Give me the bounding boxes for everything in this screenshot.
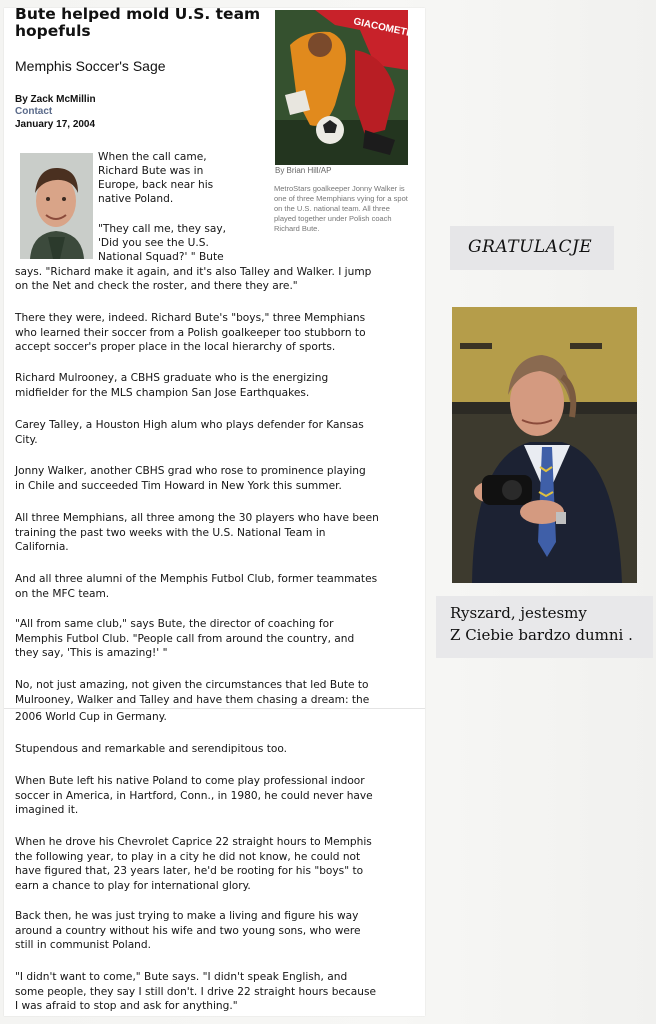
paragraph bbox=[15, 774, 373, 818]
article-subhead: Memphis Soccer's Sage bbox=[15, 58, 166, 74]
text-line: Jonny Walker, another CBHS grad who rose to prominence playing bbox=[15, 465, 366, 477]
text-line: No, not just amazing, not given the circumstances that led Bute to bbox=[15, 679, 369, 691]
text-line: "They call me, they say, bbox=[98, 223, 227, 235]
text-line: "All from same club," says Bute, the director of coaching for bbox=[15, 618, 334, 630]
text-line: on the Net and check the roster, and there they are." bbox=[15, 280, 298, 292]
text-line: 2006 World Cup in Germany. bbox=[15, 711, 167, 723]
paragraph bbox=[15, 617, 354, 661]
message-label bbox=[436, 596, 653, 658]
text-line: around a country without his wife and two young sons, who were bbox=[15, 924, 361, 937]
text-line: earn a chance to play for international glory. bbox=[15, 879, 251, 892]
text-line: Stupendous and remarkable and serendipitous too. bbox=[15, 743, 288, 755]
text-line: Carey Talley, a Houston High alum who plays defender for Kansas bbox=[15, 419, 364, 431]
paragraph bbox=[15, 678, 369, 725]
text-line: When Bute left his native Poland to come play professional indoor bbox=[15, 775, 365, 787]
jersey-text: GIACOMETRI bbox=[352, 16, 418, 41]
article-headline: Bute helped mold U.S. team hopefuls bbox=[15, 5, 261, 40]
article-date: January 17, 2004 bbox=[15, 119, 96, 130]
text-line: "I didn't want to come," Bute says. "I didn't speak English, and bbox=[15, 971, 348, 983]
paragraph bbox=[15, 909, 361, 953]
paragraph bbox=[15, 572, 377, 601]
text-line: Europe, back near his bbox=[98, 179, 214, 191]
photo-credit: By Brian Hill/AP bbox=[275, 166, 332, 175]
text-line: the following year, to play in a city he did not know, he could not bbox=[15, 850, 361, 863]
text-line: Richard Bute was in bbox=[98, 165, 204, 177]
message-line: Z Ciebie bardzo dumni . bbox=[450, 626, 633, 644]
text-line: imagined it. bbox=[15, 804, 79, 816]
congrats-label bbox=[450, 226, 614, 270]
photo-caption: MetroStars goalkeeper Jonny Walker is one of three Memphians vying for a spot on the U.S. national team. All three played together under Polish coach Richard Bute. bbox=[274, 184, 408, 233]
text-line: who learned their soccer from a Polish goalkeeper too stubborn to bbox=[15, 326, 366, 339]
text-line: When he drove his Chevrolet Caprice 22 straight hours to Memphis bbox=[15, 836, 372, 848]
paragraph bbox=[15, 311, 366, 355]
text-line: midfielder for the MLS champion San Jose Earthquakes. bbox=[15, 386, 310, 399]
text-line: in Chile and succeeded Tim Howard in New York this summer. bbox=[15, 479, 342, 492]
text-line: I was afraid to stop and ask for anything." bbox=[15, 1000, 238, 1012]
text-line: still in communist Poland. bbox=[15, 939, 151, 951]
text-line: some people, they say I still don't. I drive 22 straight hours because bbox=[15, 985, 377, 998]
text-line: says. "Richard make it again, and it's also Talley and Walker. I jump bbox=[15, 266, 372, 278]
article-byline: By Zack McMillin bbox=[15, 94, 96, 105]
paragraph bbox=[15, 970, 376, 1014]
paragraph bbox=[15, 418, 364, 447]
author-portrait bbox=[20, 153, 93, 259]
contact-link[interactable]: Contact bbox=[15, 106, 53, 117]
text-line: When the call came, bbox=[98, 151, 207, 163]
text-line: All three Memphians, all three among the 30 players who have been bbox=[15, 512, 379, 524]
text-line: City. bbox=[15, 433, 38, 446]
text-line: Back then, he was just trying to make a living and figure his way bbox=[15, 910, 359, 922]
paragraph bbox=[15, 742, 287, 757]
text-line: native Poland. bbox=[98, 193, 174, 205]
text-line: have figured that, 23 years later, he'd be rooting for his "boys" to bbox=[15, 865, 364, 877]
congrats-text: GRATULACJE bbox=[468, 237, 593, 257]
paragraph bbox=[15, 371, 328, 400]
goalkeeper-photo bbox=[275, 10, 418, 165]
text-line: they say, 'This is amazing!' " bbox=[15, 647, 168, 659]
text-line: training the past two weeks with the U.S. National Team in bbox=[15, 526, 326, 539]
text-line: There they were, indeed. Richard Bute's "boys," three Memphians bbox=[15, 312, 366, 324]
paragraph bbox=[15, 835, 372, 893]
text-line: accept soccer's proper place in the local hierarchy of sports. bbox=[15, 341, 336, 353]
text-line: 'Did you see the U.S. bbox=[98, 237, 209, 249]
coach-photo bbox=[452, 307, 637, 583]
paragraph bbox=[15, 464, 366, 493]
text-line: And all three alumni of the Memphis Futbol Club, former teammates bbox=[15, 573, 378, 585]
text-line: National Squad?' " Bute bbox=[98, 251, 224, 263]
text-line: California. bbox=[15, 541, 69, 553]
text-line: on the MFC team. bbox=[15, 587, 110, 600]
paragraph bbox=[15, 511, 379, 555]
message-line: Ryszard, jestesmy bbox=[450, 604, 587, 622]
text-line: Memphis Futbol Club. "People call from around the country, and bbox=[15, 632, 355, 645]
text-line: soccer in America, in Hartford, Conn., in 1980, he could never have bbox=[15, 789, 373, 802]
text-line: Richard Mulrooney, a CBHS graduate who is the energizing bbox=[15, 372, 329, 384]
text-line: Mulrooney, Walker and Talley and have them chasing a dream: the bbox=[15, 693, 370, 706]
